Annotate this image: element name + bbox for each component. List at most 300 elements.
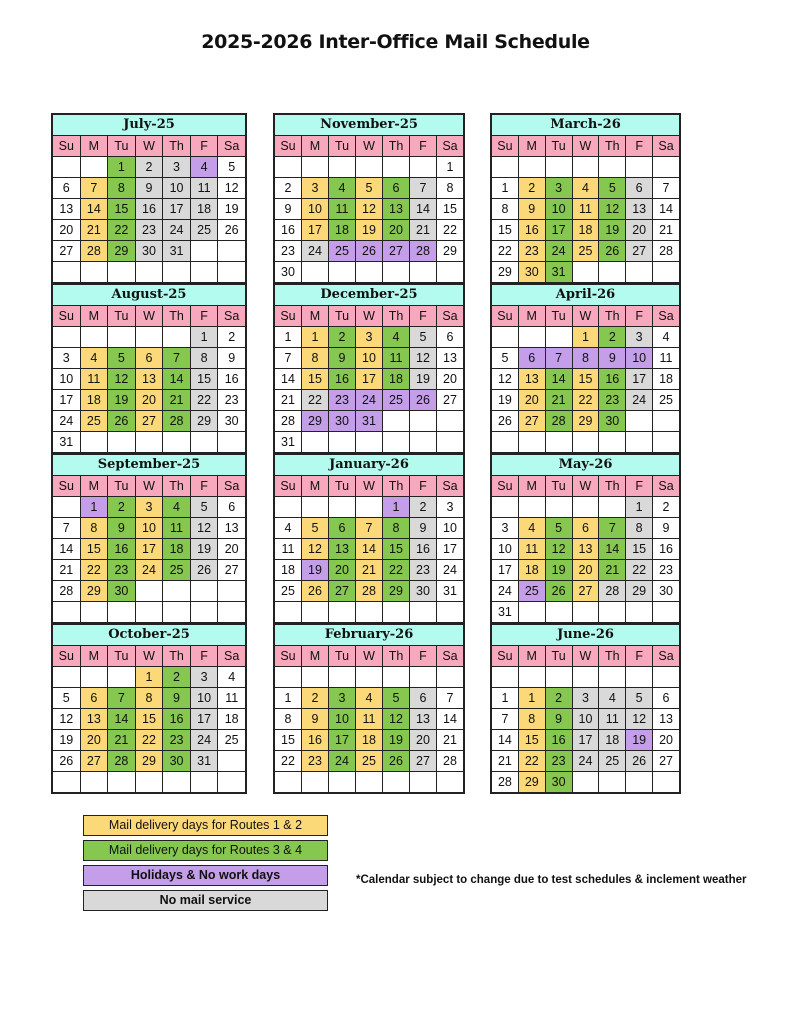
day-cell: 2 bbox=[163, 667, 191, 688]
day-cell bbox=[518, 497, 545, 518]
week-row bbox=[492, 667, 680, 688]
day-cell: 2 bbox=[329, 327, 356, 348]
day-cell: 5 bbox=[410, 327, 437, 348]
day-cell: 20 bbox=[218, 539, 246, 560]
month-july-25 bbox=[51, 113, 247, 284]
day-cell: 21 bbox=[80, 220, 108, 241]
day-cell: 24 bbox=[302, 241, 329, 262]
day-cell bbox=[218, 432, 246, 453]
day-cell bbox=[626, 667, 653, 688]
day-cell: 2 bbox=[135, 157, 163, 178]
weekday-header: Th bbox=[383, 646, 410, 667]
weekday-header: F bbox=[410, 136, 437, 157]
weekday-header: M bbox=[518, 646, 545, 667]
day-cell bbox=[135, 772, 163, 793]
day-cell: 3 bbox=[190, 667, 218, 688]
day-cell bbox=[108, 772, 136, 793]
day-cell bbox=[108, 602, 136, 623]
day-cell: 3 bbox=[437, 497, 464, 518]
day-cell: 20 bbox=[653, 730, 680, 751]
day-cell bbox=[572, 432, 599, 453]
day-cell: 21 bbox=[492, 751, 519, 772]
day-cell bbox=[190, 602, 218, 623]
legend-routes-3-4: Mail delivery days for Routes 3 & 4 bbox=[83, 840, 328, 861]
day-cell bbox=[383, 667, 410, 688]
day-cell: 2 bbox=[108, 497, 136, 518]
day-cell: 14 bbox=[653, 199, 680, 220]
day-cell: 4 bbox=[275, 518, 302, 539]
weekday-header: Th bbox=[163, 136, 191, 157]
day-cell bbox=[383, 157, 410, 178]
day-cell: 20 bbox=[135, 390, 163, 411]
weekday-header: Th bbox=[599, 646, 626, 667]
day-cell: 23 bbox=[302, 751, 329, 772]
day-cell: 12 bbox=[218, 178, 246, 199]
weekday-header: W bbox=[356, 476, 383, 497]
day-cell: 31 bbox=[545, 262, 572, 283]
day-cell: 20 bbox=[626, 220, 653, 241]
weekday-header: M bbox=[302, 136, 329, 157]
day-cell: 30 bbox=[108, 581, 136, 602]
day-cell: 18 bbox=[218, 709, 246, 730]
day-cell: 6 bbox=[626, 178, 653, 199]
week-row bbox=[53, 390, 246, 411]
day-cell: 10 bbox=[302, 199, 329, 220]
day-cell bbox=[135, 327, 163, 348]
day-cell: 22 bbox=[626, 560, 653, 581]
day-cell: 24 bbox=[572, 751, 599, 772]
day-cell: 4 bbox=[653, 327, 680, 348]
day-cell bbox=[518, 157, 545, 178]
day-cell: 8 bbox=[302, 348, 329, 369]
weekday-header: Su bbox=[275, 306, 302, 327]
week-row bbox=[53, 348, 246, 369]
day-cell: 16 bbox=[275, 220, 302, 241]
day-cell: 7 bbox=[599, 518, 626, 539]
day-cell: 20 bbox=[329, 560, 356, 581]
weekday-header: Tu bbox=[108, 306, 136, 327]
day-cell bbox=[329, 772, 356, 793]
day-cell: 7 bbox=[108, 688, 136, 709]
week-row bbox=[492, 432, 680, 453]
day-cell bbox=[80, 602, 108, 623]
day-cell: 6 bbox=[53, 178, 81, 199]
day-cell: 24 bbox=[135, 560, 163, 581]
day-cell: 4 bbox=[572, 178, 599, 199]
day-cell bbox=[218, 751, 246, 772]
weekday-header: Tu bbox=[108, 476, 136, 497]
week-row bbox=[275, 539, 464, 560]
weekday-header: W bbox=[572, 136, 599, 157]
day-cell bbox=[599, 157, 626, 178]
day-cell: 1 bbox=[626, 497, 653, 518]
day-cell bbox=[53, 157, 81, 178]
day-cell bbox=[53, 497, 81, 518]
day-cell: 11 bbox=[356, 709, 383, 730]
week-row bbox=[492, 730, 680, 751]
day-cell: 14 bbox=[53, 539, 81, 560]
week-row bbox=[275, 688, 464, 709]
day-cell: 26 bbox=[599, 241, 626, 262]
day-cell bbox=[383, 432, 410, 453]
weekday-header: Sa bbox=[653, 136, 680, 157]
day-cell: 24 bbox=[329, 751, 356, 772]
day-cell: 10 bbox=[163, 178, 191, 199]
month-march-26 bbox=[490, 113, 681, 284]
day-cell bbox=[218, 602, 246, 623]
day-cell: 11 bbox=[80, 369, 108, 390]
day-cell: 3 bbox=[626, 327, 653, 348]
day-cell: 19 bbox=[190, 539, 218, 560]
day-cell: 29 bbox=[518, 772, 545, 793]
day-cell bbox=[437, 432, 464, 453]
weekday-header: W bbox=[356, 646, 383, 667]
day-cell: 11 bbox=[190, 178, 218, 199]
day-cell: 19 bbox=[218, 199, 246, 220]
weekday-header: Sa bbox=[218, 646, 246, 667]
day-cell: 1 bbox=[108, 157, 136, 178]
day-cell: 25 bbox=[329, 241, 356, 262]
weekday-header: Su bbox=[492, 136, 519, 157]
day-cell: 29 bbox=[572, 411, 599, 432]
weekday-header: M bbox=[302, 476, 329, 497]
weekday-header: Su bbox=[275, 476, 302, 497]
day-cell: 17 bbox=[626, 369, 653, 390]
weekday-header: M bbox=[302, 646, 329, 667]
day-cell bbox=[275, 602, 302, 623]
week-row bbox=[275, 220, 464, 241]
week-row bbox=[53, 518, 246, 539]
day-cell: 31 bbox=[190, 751, 218, 772]
week-row bbox=[492, 348, 680, 369]
day-cell: 5 bbox=[492, 348, 519, 369]
week-row bbox=[53, 157, 246, 178]
day-cell: 4 bbox=[383, 327, 410, 348]
week-row bbox=[53, 667, 246, 688]
day-cell: 13 bbox=[135, 369, 163, 390]
weekday-header: W bbox=[572, 306, 599, 327]
day-cell bbox=[626, 772, 653, 793]
day-cell: 6 bbox=[80, 688, 108, 709]
legend-no-mail: No mail service bbox=[83, 890, 328, 911]
page-title: 2025-2026 Inter-Office Mail Schedule bbox=[201, 31, 590, 53]
day-cell: 9 bbox=[329, 348, 356, 369]
calendar-grid bbox=[51, 113, 681, 793]
day-cell bbox=[329, 432, 356, 453]
day-cell: 12 bbox=[108, 369, 136, 390]
day-cell: 15 bbox=[492, 220, 519, 241]
day-cell: 22 bbox=[135, 730, 163, 751]
day-cell bbox=[80, 157, 108, 178]
day-cell: 10 bbox=[437, 518, 464, 539]
day-cell: 13 bbox=[572, 539, 599, 560]
week-row bbox=[275, 709, 464, 730]
day-cell: 18 bbox=[190, 199, 218, 220]
day-cell: 12 bbox=[383, 709, 410, 730]
day-cell bbox=[410, 157, 437, 178]
day-cell bbox=[653, 262, 680, 283]
day-cell: 1 bbox=[190, 327, 218, 348]
day-cell: 14 bbox=[356, 539, 383, 560]
day-cell: 11 bbox=[653, 348, 680, 369]
day-cell: 1 bbox=[437, 157, 464, 178]
day-cell bbox=[108, 667, 136, 688]
weekday-header: Th bbox=[383, 136, 410, 157]
day-cell: 23 bbox=[545, 751, 572, 772]
day-cell: 6 bbox=[437, 327, 464, 348]
day-cell bbox=[492, 327, 519, 348]
day-cell: 8 bbox=[572, 348, 599, 369]
day-cell: 5 bbox=[108, 348, 136, 369]
day-cell bbox=[599, 772, 626, 793]
weekday-header: F bbox=[410, 306, 437, 327]
day-cell: 28 bbox=[410, 241, 437, 262]
week-row bbox=[275, 432, 464, 453]
day-cell: 10 bbox=[492, 539, 519, 560]
weekday-header: Su bbox=[53, 476, 81, 497]
day-cell: 10 bbox=[572, 709, 599, 730]
weekday-header: Tu bbox=[108, 136, 136, 157]
weekday-header: Su bbox=[275, 136, 302, 157]
day-cell: 29 bbox=[108, 241, 136, 262]
day-cell bbox=[80, 262, 108, 283]
day-cell bbox=[163, 772, 191, 793]
day-cell bbox=[492, 667, 519, 688]
day-cell: 21 bbox=[163, 390, 191, 411]
day-cell bbox=[356, 497, 383, 518]
weekday-header: Su bbox=[53, 646, 81, 667]
day-cell: 16 bbox=[545, 730, 572, 751]
day-cell: 8 bbox=[275, 709, 302, 730]
day-cell: 8 bbox=[518, 709, 545, 730]
week-row bbox=[275, 730, 464, 751]
week-row bbox=[53, 751, 246, 772]
day-cell bbox=[383, 602, 410, 623]
week-row bbox=[53, 709, 246, 730]
weekday-header: F bbox=[626, 306, 653, 327]
week-row bbox=[492, 751, 680, 772]
day-cell: 25 bbox=[218, 730, 246, 751]
day-cell: 26 bbox=[545, 581, 572, 602]
month-december-25 bbox=[273, 283, 465, 454]
month-title: August-25 bbox=[53, 285, 246, 306]
day-cell bbox=[626, 262, 653, 283]
day-cell: 30 bbox=[653, 581, 680, 602]
day-cell: 11 bbox=[275, 539, 302, 560]
day-cell bbox=[302, 432, 329, 453]
weekday-header: Sa bbox=[653, 646, 680, 667]
day-cell: 25 bbox=[383, 390, 410, 411]
weekday-header: Tu bbox=[108, 646, 136, 667]
day-cell: 13 bbox=[626, 199, 653, 220]
weekday-header: M bbox=[80, 306, 108, 327]
day-cell bbox=[329, 602, 356, 623]
day-cell: 29 bbox=[302, 411, 329, 432]
month-title: April-26 bbox=[492, 285, 680, 306]
day-cell: 27 bbox=[437, 390, 464, 411]
week-row bbox=[53, 220, 246, 241]
day-cell bbox=[545, 602, 572, 623]
day-cell: 2 bbox=[545, 688, 572, 709]
day-cell: 7 bbox=[410, 178, 437, 199]
day-cell bbox=[218, 581, 246, 602]
day-cell: 16 bbox=[218, 369, 246, 390]
day-cell: 20 bbox=[80, 730, 108, 751]
weekday-header: Tu bbox=[329, 476, 356, 497]
day-cell bbox=[599, 667, 626, 688]
day-cell: 2 bbox=[410, 497, 437, 518]
day-cell: 8 bbox=[437, 178, 464, 199]
day-cell: 22 bbox=[518, 751, 545, 772]
day-cell: 11 bbox=[599, 709, 626, 730]
day-cell: 26 bbox=[53, 751, 81, 772]
day-cell: 2 bbox=[218, 327, 246, 348]
day-cell bbox=[302, 667, 329, 688]
day-cell: 20 bbox=[53, 220, 81, 241]
day-cell: 1 bbox=[135, 667, 163, 688]
week-row bbox=[492, 709, 680, 730]
day-cell: 11 bbox=[518, 539, 545, 560]
day-cell: 30 bbox=[599, 411, 626, 432]
day-cell: 8 bbox=[626, 518, 653, 539]
day-cell: 30 bbox=[410, 581, 437, 602]
legend-holidays: Holidays & No work days bbox=[83, 865, 328, 886]
week-row bbox=[53, 432, 246, 453]
weekday-header: M bbox=[302, 306, 329, 327]
weekday-header: M bbox=[80, 476, 108, 497]
day-cell bbox=[518, 602, 545, 623]
day-cell: 23 bbox=[653, 560, 680, 581]
day-cell bbox=[410, 432, 437, 453]
week-row bbox=[492, 220, 680, 241]
weekday-header: Su bbox=[53, 306, 81, 327]
day-cell: 17 bbox=[356, 369, 383, 390]
day-cell: 6 bbox=[518, 348, 545, 369]
day-cell: 28 bbox=[599, 581, 626, 602]
day-cell: 29 bbox=[80, 581, 108, 602]
day-cell: 3 bbox=[329, 688, 356, 709]
day-cell bbox=[356, 772, 383, 793]
day-cell bbox=[572, 157, 599, 178]
day-cell bbox=[218, 262, 246, 283]
day-cell bbox=[492, 157, 519, 178]
day-cell: 26 bbox=[383, 751, 410, 772]
day-cell: 8 bbox=[383, 518, 410, 539]
day-cell: 31 bbox=[53, 432, 81, 453]
day-cell bbox=[492, 432, 519, 453]
day-cell bbox=[108, 327, 136, 348]
day-cell: 27 bbox=[80, 751, 108, 772]
day-cell: 8 bbox=[492, 199, 519, 220]
day-cell bbox=[572, 497, 599, 518]
day-cell: 2 bbox=[302, 688, 329, 709]
weekday-header: Sa bbox=[653, 476, 680, 497]
day-cell bbox=[302, 262, 329, 283]
day-cell: 21 bbox=[653, 220, 680, 241]
day-cell: 4 bbox=[218, 667, 246, 688]
day-cell bbox=[218, 772, 246, 793]
day-cell: 29 bbox=[135, 751, 163, 772]
week-row bbox=[53, 241, 246, 262]
day-cell: 16 bbox=[163, 709, 191, 730]
day-cell: 5 bbox=[190, 497, 218, 518]
day-cell bbox=[653, 602, 680, 623]
day-cell: 16 bbox=[653, 539, 680, 560]
day-cell: 24 bbox=[437, 560, 464, 581]
day-cell: 27 bbox=[572, 581, 599, 602]
day-cell bbox=[572, 262, 599, 283]
day-cell: 6 bbox=[329, 518, 356, 539]
month-title: November-25 bbox=[275, 115, 464, 136]
day-cell: 22 bbox=[80, 560, 108, 581]
month-april-26 bbox=[490, 283, 681, 454]
day-cell: 11 bbox=[329, 199, 356, 220]
day-cell bbox=[410, 602, 437, 623]
day-cell: 26 bbox=[626, 751, 653, 772]
day-cell: 24 bbox=[545, 241, 572, 262]
week-row bbox=[275, 369, 464, 390]
day-cell bbox=[163, 602, 191, 623]
day-cell bbox=[410, 262, 437, 283]
day-cell: 9 bbox=[599, 348, 626, 369]
day-cell bbox=[53, 667, 81, 688]
day-cell: 29 bbox=[492, 262, 519, 283]
weekday-header: F bbox=[190, 306, 218, 327]
day-cell: 21 bbox=[545, 390, 572, 411]
weekday-header: Tu bbox=[329, 646, 356, 667]
day-cell: 24 bbox=[492, 581, 519, 602]
day-cell: 22 bbox=[108, 220, 136, 241]
week-row bbox=[275, 348, 464, 369]
day-cell: 26 bbox=[492, 411, 519, 432]
weekday-header: Th bbox=[163, 646, 191, 667]
day-cell: 25 bbox=[190, 220, 218, 241]
day-cell bbox=[135, 581, 163, 602]
day-cell: 2 bbox=[653, 497, 680, 518]
day-cell: 16 bbox=[329, 369, 356, 390]
day-cell bbox=[329, 667, 356, 688]
day-cell bbox=[163, 262, 191, 283]
day-cell bbox=[599, 497, 626, 518]
week-row bbox=[53, 369, 246, 390]
day-cell: 18 bbox=[518, 560, 545, 581]
day-cell: 17 bbox=[572, 730, 599, 751]
day-cell: 30 bbox=[329, 411, 356, 432]
day-cell: 28 bbox=[108, 751, 136, 772]
week-row bbox=[53, 411, 246, 432]
day-cell bbox=[135, 262, 163, 283]
day-cell bbox=[545, 157, 572, 178]
weekday-header: W bbox=[356, 306, 383, 327]
day-cell: 1 bbox=[275, 688, 302, 709]
day-cell: 17 bbox=[163, 199, 191, 220]
weekday-header: Sa bbox=[653, 306, 680, 327]
day-cell: 14 bbox=[163, 369, 191, 390]
day-cell: 31 bbox=[492, 602, 519, 623]
day-cell: 8 bbox=[135, 688, 163, 709]
day-cell bbox=[545, 432, 572, 453]
day-cell: 7 bbox=[80, 178, 108, 199]
day-cell: 4 bbox=[80, 348, 108, 369]
weekday-header: F bbox=[626, 476, 653, 497]
day-cell: 13 bbox=[218, 518, 246, 539]
day-cell: 23 bbox=[108, 560, 136, 581]
month-title: February-26 bbox=[275, 625, 464, 646]
weekday-header: Th bbox=[599, 476, 626, 497]
day-cell: 28 bbox=[80, 241, 108, 262]
day-cell: 9 bbox=[410, 518, 437, 539]
day-cell: 16 bbox=[518, 220, 545, 241]
